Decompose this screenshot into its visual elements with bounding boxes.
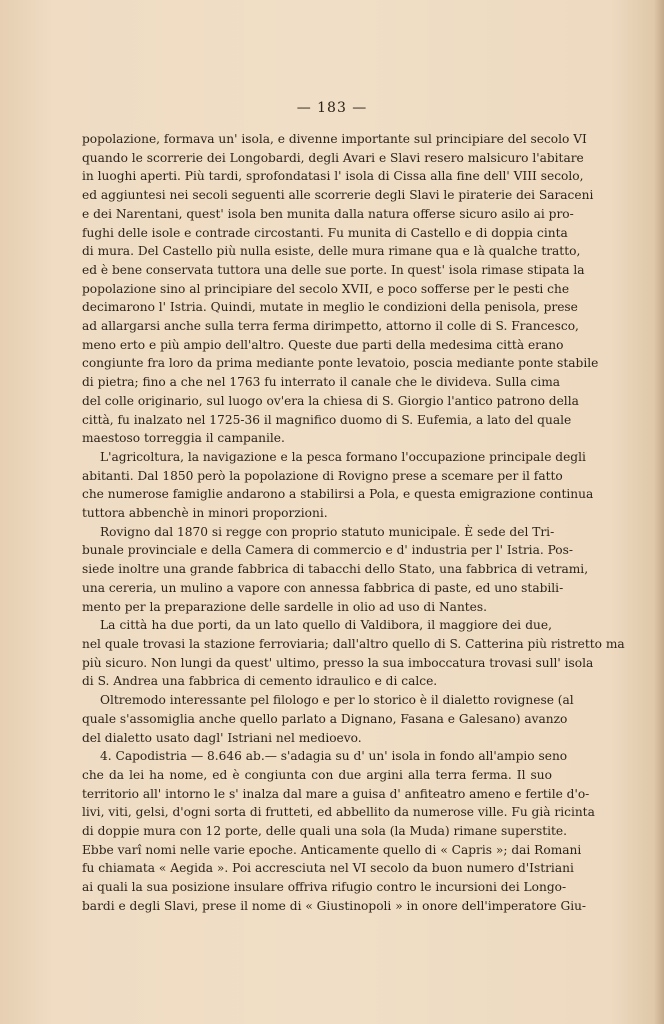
- text-line: ed aggiuntesi nei secoli seguenti alle scorrerie degli Slavi le piraterie dei Saraceni: [82, 188, 594, 203]
- text-line: abitanti. Dal 1850 però la popolazione di Rovigno prese a scemare per il fatto: [82, 468, 563, 483]
- text-line: del colle originario, sul luogo ov'era la chiesa di S. Giorgio l'antico patrono della: [82, 393, 579, 408]
- text-line: nel quale trovasi la stazione ferroviaria; dall'altro quello di S. Catterina più ristretto ma: [82, 636, 625, 651]
- text-line: di S. Andrea una fabbrica di cemento idraulico e di calce.: [82, 674, 438, 689]
- text-line: maestoso torreggia il campanile.: [82, 431, 285, 446]
- text-line: congiunte fra loro da prima mediante ponte levatoio, poscia mediante ponte stabile: [82, 356, 599, 371]
- text-line: La città ha due porti, da un lato quello di Valdibora, il maggiore dei due,: [100, 618, 552, 633]
- text-line: decimarono l' Istria. Quindi, mutate in meglio le condizioni della penisola, prese: [82, 300, 578, 315]
- text-line: Rovigno dal 1870 si regge con proprio statuto municipale. È sede del Tri-: [100, 524, 555, 539]
- text-line: ad allargarsi anche sulla terra ferma dirimpetto, attorno il colle di S. Francesco,: [82, 319, 579, 334]
- text-line: Ebbe varî nomi nelle varie epoche. Anticamente quello di « Capris »; dai Romani: [82, 842, 582, 857]
- text-line: territorio all' intorno le s' inalza dal mare a guisa d' anfiteatro ameno e fertile d'o-: [82, 786, 590, 801]
- page-edge-shadow: [654, 0, 664, 1024]
- text-line: popolazione sino al principiare del secolo XVII, e poco sofferse per le pesti che: [82, 281, 570, 296]
- text-line: fughi delle isole e contrade circostanti. Fu munita di Castello e di doppia cinta: [82, 225, 568, 240]
- text-line: fu chiamata « Aegida ». Poi accresciuta nel VI secolo da buon numero d'Istriani: [82, 861, 574, 876]
- text-line: ai quali la sua posizione insulare offriva rifugio contro le incursioni dei Longo-: [82, 880, 567, 895]
- text-line: quale s'assomiglia anche quello parlato a Dignano, Fasana e Galesano) avanzo: [82, 711, 568, 726]
- text-line: Oltremodo interessante pel filologo e per lo storico è il dialetto rovignese (al: [100, 693, 574, 708]
- text-line: bunale provinciale e della Camera di commercio e d' industria per l' Istria. Pos-: [82, 543, 573, 558]
- text-line: siede inoltre una grande fabbrica di tabacchi dello Stato, una fabbrica di vetrami,: [82, 562, 589, 577]
- text-line: che numerose famiglie andarono a stabilirsi a Pola, e questa emigrazione continua: [82, 487, 594, 502]
- text-line: popolazione, formava un' isola, e divenne importante sul principiare del secolo VI: [82, 132, 587, 146]
- text-line: città, fu inalzato nel 1725-36 il magnifico duomo di S. Eufemia, a lato del quale: [82, 412, 572, 427]
- text-line: più sicuro. Non lungi da quest' ultimo, presso la sua imboccatura trovasi sull' isola: [82, 655, 594, 670]
- text-line: di mura. Del Castello più nulla esiste, delle mura rimane qua e là qualche tratto,: [82, 244, 581, 259]
- text-line: livi, viti, gelsi, d'ogni sorta di frutteti, ed abbellito da numerose ville. Fu già ricinta: [82, 805, 595, 820]
- text-line: meno erto e più ampio dell'altro. Queste due parti della medesima città erano: [82, 337, 564, 352]
- text-line: mento per la preparazione delle sardelle in olio ad uso di Nantes.: [82, 599, 488, 614]
- body-text: [82, 130, 625, 916]
- text-line: 4. Capodistria — 8.646 ab.— s'adagia su d' un' isola in fondo all'ampio seno: [100, 749, 568, 764]
- page-number: — 183 —: [296, 100, 368, 116]
- text-line: quando le scorrerie dei Longobardi, degli Avari e Slavi resero malsicuro l'abitare: [82, 150, 584, 165]
- text-line: una cereria, un mulino a vapore con annessa fabbrica di paste, ed uno stabili-: [82, 580, 564, 595]
- text-line: ed è bene conservata tuttora una delle sue porte. In quest' isola rimase stipata la: [82, 262, 585, 277]
- text-line: di doppie mura con 12 porte, delle quali una sola (la Muda) rimane superstite.: [82, 824, 567, 839]
- text-line: bardi e degli Slavi, prese il nome di « Giustinopoli » in onore dell'imperatore Giu-: [82, 898, 587, 913]
- text-line: tuttora abbenchè in minori proporzioni.: [82, 506, 328, 521]
- text-line: e dei Narentani, quest' isola ben munita dalla natura offerse sicuro asilo ai pro-: [82, 206, 574, 221]
- text-line: L'agricoltura, la navigazione e la pesca formano l'occupazione principale degli: [100, 449, 586, 464]
- text-line: in luoghi aperti. Più tardi, sprofondatasi l' isola di Cissa alla fine dell' VIII secolo,: [82, 169, 584, 184]
- text-line: di pietra; fino a che nel 1763 fu interrato il canale che le divideva. Sulla cima: [82, 375, 561, 390]
- text-line: che da lei ha nome, ed è congiunta con due argini alla terra ferma. Il suo: [82, 767, 552, 782]
- text-line: del dialetto usato dagl' Istriani nel medioevo.: [82, 730, 362, 745]
